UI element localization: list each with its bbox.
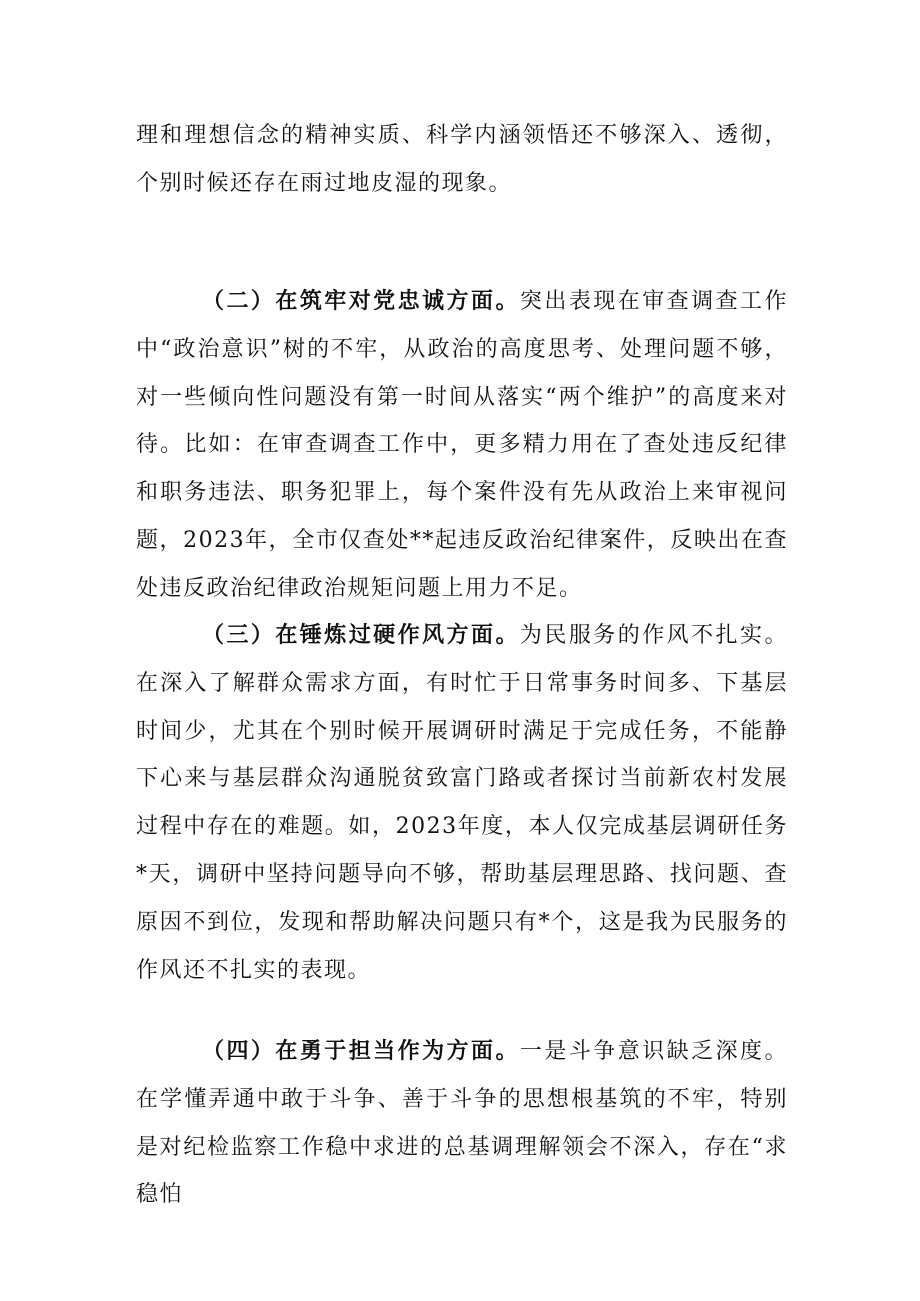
section-heading: （三）在锤炼过硬作风方面。 xyxy=(202,622,520,648)
section-heading: （四）在勇于担当作为方面。 xyxy=(202,1038,520,1064)
section-heading: （二）在筑牢对党忠诚方面。 xyxy=(202,288,520,314)
paragraph-body: 为民服务的作风不扎实。在深入了解群众需求方面，有时忙于日常事务时间多、下基层时间少，尤其在个别时候开展调研时满足于完成任务，不能静下心来与基层群众沟通脱贫致富门路或者探讨当前新农村发展过程中存在的难题。如，2023年度，本人仅完成基层调研任务*天，调研中坚持问题导向不够，帮助基层理思路、找问题、查原因不到位，发现和帮助解决问题只有*个，这是我为民服务的作风还不扎实的表现。 xyxy=(136,623,788,983)
paragraph-continuation xyxy=(136,112,788,208)
paragraph-section-3 xyxy=(136,612,788,994)
paragraph-body: 理和理想信念的精神实质、科学内涵领悟还不够深入、透彻，个别时候还存在雨过地皮湿的现象。 xyxy=(136,123,788,196)
paragraph-section-2 xyxy=(136,278,788,613)
paragraph-section-4 xyxy=(136,1028,788,1219)
paragraph-body: 一是斗争意识缺乏深度。在学懂弄通中敢于斗争、善于斗争的思想根基筑的不牢，特别是对纪检监察工作稳中求进的总基调理解领会不深入，存在“求稳怕 xyxy=(136,1039,788,1208)
paragraph-body: 突出表现在审查调查工作中“政治意识”树的不牢，从政治的高度思考、处理问题不够，对一些倾向性问题没有第一时间从落实“两个维护”的高度来对待。比如：在审查调查工作中，更多精力用在了查处违反纪律和职务违法、职务犯罪上，每个案件没有先从政治上来审视问题，2023年，全市仅查处**起违反政治纪律案件，反映出在查处违反政治纪律政治规矩问题上用力不足。 xyxy=(136,289,788,601)
